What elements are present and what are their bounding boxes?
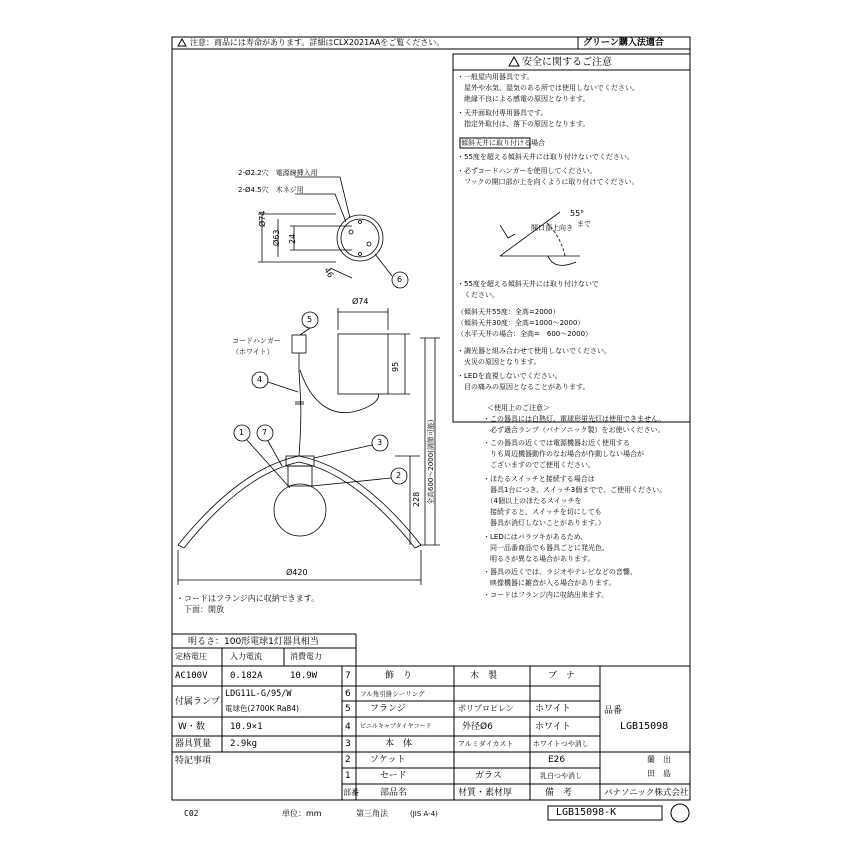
product-number: LGB15098	[620, 720, 669, 732]
usage-line: りも周辺機器動作のなお場合が作動しない場合が	[483, 450, 644, 458]
product-label: 品番	[604, 706, 623, 716]
callout-1: 1	[239, 428, 245, 437]
part-name: フランジ	[370, 704, 406, 714]
drawing-note-1: ・コードはフランジ内に収納できます。	[176, 594, 320, 603]
green-badge: グリーン購入法適合	[583, 38, 664, 48]
part-name: ビニルキャブタイヤコード	[360, 722, 432, 730]
wattage-value: 10.9×1	[230, 721, 263, 732]
safety-line: 屋外や水気、湿気のある所では使用しないでください。	[457, 84, 639, 92]
safety-subheading: 傾斜天井に取り付ける場合	[461, 139, 545, 147]
usage-line: 器具1台につき、スイッチ3個までで、ご使用ください。	[483, 486, 667, 494]
safety-line: （傾斜天井30度：全高=1000～2000）	[457, 319, 585, 327]
part-remark: 乳白つや消し	[540, 772, 582, 780]
dim-24: 24	[288, 233, 297, 244]
mass-label: 器具質量	[175, 739, 212, 749]
dim-46: 46	[322, 266, 336, 280]
part-number: 1	[345, 771, 351, 781]
part-material: 木 製	[470, 671, 498, 681]
part-number: 2	[345, 755, 351, 765]
lamp-color: 電球色(2700K Ra84)	[225, 704, 299, 713]
part-material: 外径Ø6	[462, 721, 493, 732]
voltage-header: 定格電圧	[175, 652, 207, 661]
safety-line: ・55度を超える傾斜天井には取り付けないでください。	[457, 153, 634, 161]
safety-line: ・調光器と組み合わせて使用しないでください。	[457, 347, 611, 355]
lamp-model: LDG11L-G/95/W	[225, 689, 292, 699]
footer-projection: 第三角法	[356, 809, 388, 818]
power-value: 10.9W	[290, 671, 318, 681]
angle-sub: まで	[577, 220, 591, 228]
current-value: 0.182A	[230, 671, 263, 681]
callout-5: 5	[307, 315, 313, 324]
usage-line: 器具が消灯しないことがあります。）	[483, 519, 605, 527]
callout-2: 2	[396, 471, 402, 480]
safety-line: ・LEDを直視しないでください。	[457, 372, 562, 380]
dim-phi74-top: Ø74	[352, 297, 369, 306]
wattage-label: W・数	[178, 721, 205, 732]
part-name: 本 体	[385, 739, 413, 749]
drawn-by-1: 蘭 出	[647, 755, 671, 764]
usage-line: ございますのでご使用ください。	[483, 461, 595, 469]
parts-header-remark: 備 考	[545, 787, 573, 798]
safety-line: （水平天井の場合：全高= 600～2000）	[457, 330, 593, 338]
dim-overall-height: 全高600～2000(調節可能)	[427, 419, 435, 505]
callout-3: 3	[377, 438, 383, 447]
usage-line: ・器具の近くでは、ラジオやテレビなどの音響、	[483, 568, 637, 576]
angle-label: 55°	[570, 209, 585, 218]
safety-line: 目の痛みの原因となることがあります。	[457, 383, 590, 391]
usage-line: 必ず適合ランプ（パナソニック製）をお使いください。	[483, 426, 665, 434]
part-remark: ホワイト	[535, 704, 571, 714]
mass-value: 2.9kg	[230, 739, 258, 749]
footer-code: C02	[184, 809, 199, 818]
usage-line: （4個以上のほたるスイッチを	[483, 497, 582, 505]
dim-phi420: Ø420	[286, 568, 308, 577]
drawn-by-2: 田 島	[647, 769, 671, 778]
dim-phi74-vertical: Ø74	[258, 210, 267, 227]
part-material: ポリプロピレン	[458, 704, 514, 713]
drawing-note-2: 下面：開放	[176, 605, 224, 614]
part-remark: E26	[548, 755, 566, 765]
brightness-spec: 明るさ：100形電球1灯器具相当	[188, 636, 319, 647]
callout-7: 7	[262, 428, 268, 437]
dim-phi63: Ø63	[272, 229, 281, 246]
part-name: 飾 り	[385, 671, 413, 681]
part-remark: ブ ナ	[548, 671, 576, 681]
hole-label-2: 2-Ø4.5穴 木ネジ用	[238, 186, 304, 194]
safety-line: （傾斜天井55度：全高=2000）	[457, 308, 560, 316]
safety-line: ・天井面取付専用器具です。	[457, 109, 548, 117]
safety-line: 火災の原因となります。	[457, 358, 541, 366]
callout-6: 6	[397, 275, 403, 284]
part-remark: ホワイトつや消し	[533, 740, 589, 748]
safety-line: 指定外取付は、落下の原因となります。	[457, 120, 590, 128]
safety-line: フックの開口部が上を向くように取り付けてください。	[457, 178, 639, 186]
part-material: ガラス	[475, 771, 502, 781]
notice-text: 注意：商品には寿命があります。詳細はCLX2021AAをご覧ください。	[190, 38, 445, 47]
usage-line: ・コードはフランジ内に収納出来ます。	[483, 591, 609, 599]
current-header: 入力電流	[230, 652, 262, 661]
power-header: 消費電力	[290, 652, 322, 661]
part-number: 6	[345, 688, 351, 699]
cord-hanger-color: （ホワイト）	[232, 348, 274, 356]
footer-standard: (JIS A-4)	[410, 810, 438, 818]
cord-hanger-label: コードハンガー	[232, 337, 281, 345]
usage-line: 同一品番商品でも器具ごとに発光色、	[483, 544, 609, 552]
parts-header-name: 部品名	[380, 787, 408, 798]
voltage-value: AC100V	[175, 671, 208, 681]
part-material: アルミダイカスト	[458, 740, 514, 748]
usage-line: 接続すると、スイッチを切にしても	[483, 508, 602, 516]
safety-line: ・一般屋内用器具です。	[457, 73, 534, 81]
dim-228: 228	[412, 491, 421, 507]
part-number: 7	[345, 671, 351, 681]
safety-line: 絶縁不良による感電の原因となります。	[457, 95, 590, 103]
safety-line: ・55度を超える傾斜天井には取り付けないで	[457, 280, 599, 288]
part-name: フル角引掛シーリング	[360, 689, 425, 698]
safety-line: ・必ずコードハンガーを使用してください。	[457, 167, 597, 175]
usage-line: 明るさが異なる場合があります。	[483, 555, 595, 563]
part-number: 3	[345, 739, 351, 749]
hook-label: 開口部上向き	[531, 224, 573, 232]
usage-line: ・LEDにはバラツキがあるため、	[483, 533, 588, 541]
hole-label-1: 2-Ø2.2穴 電源線挿入用	[238, 169, 318, 177]
part-remark: ホワイト	[535, 721, 571, 732]
company-name: パナソニック株式会社	[604, 787, 689, 798]
safety-title: 安全に関するご注意	[522, 57, 612, 68]
footer-unit: 単位：mm	[282, 809, 322, 818]
usage-title: ＜使用上のご注意＞	[487, 404, 550, 412]
usage-line: ・この器具の近くでは電源機器お近く使用する	[483, 439, 630, 447]
part-name: ソケット	[370, 755, 406, 765]
usage-line: 映像機器に雑音が入る場合があります。	[483, 579, 616, 587]
special-notes-label: 特記事項	[175, 756, 212, 766]
document-number: LGB15098-K	[556, 807, 617, 818]
part-name: セード	[380, 771, 407, 781]
parts-header-number: 部番	[343, 787, 359, 797]
lamp-label: 付属ランプ	[175, 696, 221, 707]
parts-header-material: 材質・素材厚	[458, 787, 513, 798]
part-number: 4	[345, 721, 351, 732]
callout-4: 4	[257, 375, 263, 384]
usage-line: ・この器具には白熱灯、電球形蛍光灯は使用できません。	[483, 415, 666, 423]
usage-line: ・ほたるスイッチと接続する場合は	[483, 475, 595, 483]
dim-95: 95	[391, 361, 400, 372]
safety-line: ください。	[457, 291, 499, 299]
part-number: 5	[345, 704, 351, 714]
